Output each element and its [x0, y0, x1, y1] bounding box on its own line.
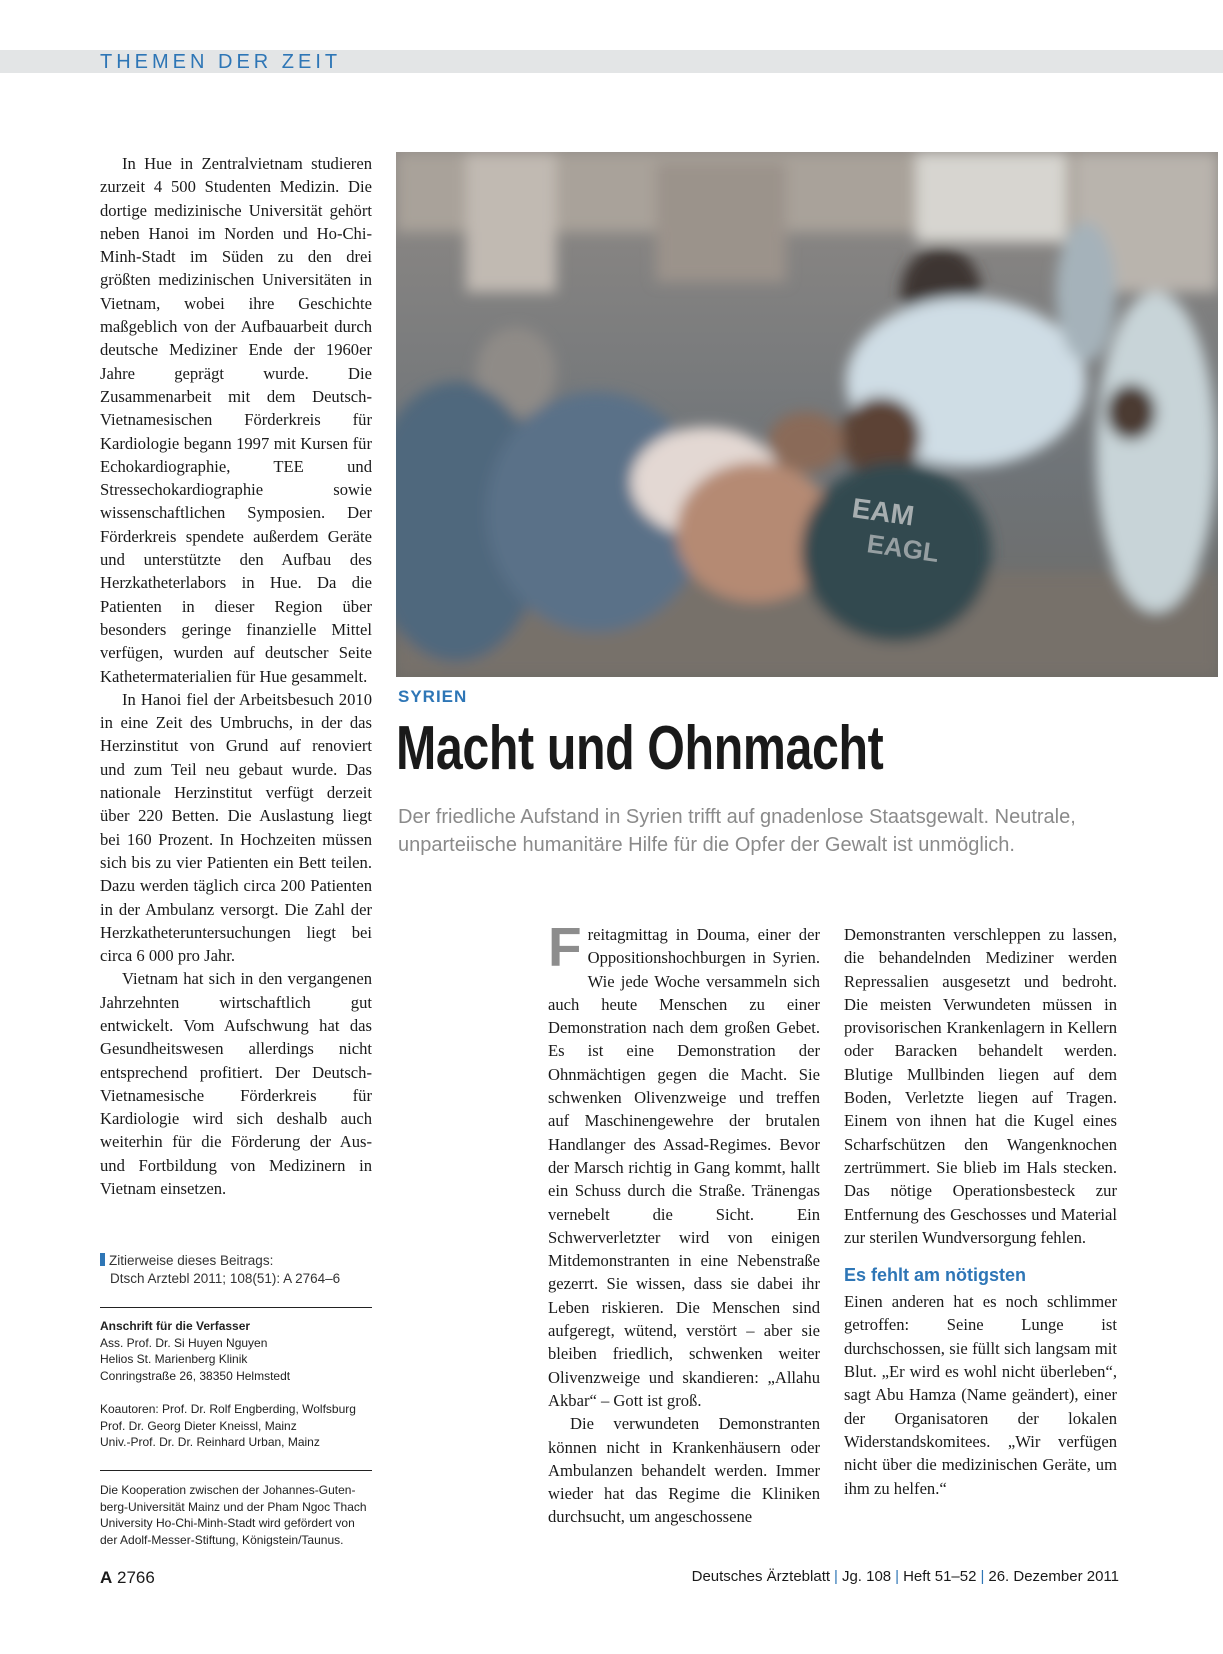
citation [100, 1252, 372, 1288]
coauthor-line: Koautoren: Prof. Dr. Rolf Engberding, Wolfsburg [100, 1402, 356, 1416]
photo-shirt-text-2: EAGL [865, 528, 941, 568]
left-paragraph-3: Vietnam hat sich in den vergangenen Jahrzehnten wirtschaftlich gut entwickelt. Vom Aufschwung hat das Gesundheitswesen allerdings nicht entsprechend profitiert. Der Deutsch-Vietnamesische Förderkreis für Kardiologie wird sich deshalb auch weiterhin für die Förderung der Aus- und Fortbildung von Medizinern in Vietnam einsetzen. [100, 969, 372, 1199]
citation-label: Zitierweise dieses Beitrags: [109, 1253, 274, 1268]
address-line: Helios St. Marienberg Klinik [100, 1352, 248, 1366]
address-title: Anschrift für die Verfasser [100, 1319, 251, 1333]
journal-issue: Heft 51–52 [903, 1568, 977, 1585]
right-column [844, 923, 1117, 1500]
photo-shirt-text-1: EAM [850, 492, 917, 532]
divider-address [100, 1307, 372, 1308]
address-line: Conringstraße 26, 38350 Helmstedt [100, 1368, 291, 1383]
left-column [100, 152, 372, 1200]
photo-illustration [396, 152, 1218, 677]
citation-marker [100, 1253, 105, 1266]
journal-name: Deutsches Ärzteblatt [691, 1568, 831, 1585]
cooperation-note [100, 1482, 376, 1548]
cooperation-line: der Adolf-Messer-Stiftung, Königstein/Taunus. [100, 1532, 344, 1547]
citation-value: Dtsch Arztebl 2011; 108(51): A 2764–6 [110, 1271, 341, 1286]
article-paragraph-2-continued: Demonstranten verschleppen zu lassen, die behandelnden Mediziner werden Repressalien ausgesetzt und bedroht. Die meisten Verwundeten müssen in provisorischen Krankenlagern in Kellern oder Baracken behandelt werden. Blutige Mullbinden liegen auf dem Boden, Verletzte liegen auf Tragen. Einem von ihnen hat die Kugel eines Scharfschützen den Wangenknochen zertrümmert. Sie blieb im Hals stecken. Das nötige Operationsbesteck zur Entfernung des Geschosses und Material zur sterilen Wundversorgung fehlen. [844, 925, 1117, 1247]
journal-footer: Deutsches Ärzteblatt | Jg. 108 | Heft 51–52 | 26. Dezember 2011 [691, 1568, 1119, 1585]
article-paragraph-1: Freitagmittag in Douma, einer der Oppositionshochburgen in Syrien. Wie jede Woche versammeln sich auch heute Menschen zu einer Demonstration nach dem großen Gebet. Es ist eine Demonstration der Ohnmächtigen gegen die Macht. Sie schwenken Olivenzweige und treffen auf Maschinengewehre der brutalen Handlanger des Assad-Regimes. Bevor der Marsch richtig in Gang kommt, hallt ein Schuss durch die Straße. Tränengas vernebelt die Sicht. Ein Schwerverletzter wird von einigen Mitdemonstranten in eine Nebenstraße gezerrt. Sie wissen, dass sie dabei ihr Leben riskieren. Die Menschen sind aufgeregt, wütend, verstört – aber sie bleiben friedlich, schwenken weiter Olivenzweige und skandieren: „Allahu Akbar“ – Gott ist groß. [548, 916, 820, 1410]
cooperation-line: berg-Universität Mainz und der Pham Ngoc Thach [100, 1499, 367, 1514]
address-line: Ass. Prof. Dr. Si Huyen Nguyen [100, 1335, 268, 1350]
journal-date: 26. Dezember 2011 [988, 1568, 1119, 1585]
journal-volume: Jg. 108 [841, 1568, 892, 1585]
article-paragraph-2: Die verwundeten Demonstranten können nicht in Krankenhäusern oder Ambulanzen behandelt werden. Immer wieder hat das Regime die Kliniken durchsucht, um angeschossene [548, 1414, 820, 1527]
article-paragraph-3: Einen anderen hat es noch schlimmer getroffen: Seine Lunge ist durchschossen, sie füllt sich langsam mit Blut. „Er wird es wohl nicht überleben“, sagt Abu Hamza (Name geändert), einer der Organisatoren der lokalen Widerstandskomitees. „Wir verfügen nicht über die medizinischen Geräte, um ihm zu helfen.“ [844, 1292, 1117, 1498]
drop-cap: F [548, 916, 582, 978]
cooperation-line: Die Kooperation zwischen der Johannes-Guten- [100, 1483, 356, 1497]
section-header-bar [0, 50, 1223, 73]
page-number: A 2766 [100, 1568, 155, 1587]
coauthor-line: Prof. Dr. Georg Dieter Kneissl, Mainz [100, 1418, 297, 1433]
article-standfirst: Der friedliche Aufstand in Syrien trifft auf gnadenlose Staatsgewalt. Neutrale, unparteiische humanitäre Hilfe für die Opfer der Gewalt ist unmöglich. [398, 806, 1076, 856]
coauthor-line: Univ.-Prof. Dr. Dr. Reinhard Urban, Mainz [100, 1435, 320, 1449]
divider-cooperation [100, 1470, 372, 1471]
article-subhead: Es fehlt am nötigsten [844, 1265, 1027, 1286]
article-headline: Macht und Ohnmacht [396, 714, 884, 783]
article-photo [396, 152, 1218, 677]
left-paragraph-2: In Hanoi fiel der Arbeitsbesuch 2010 in eine Zeit des Umbruchs, in der das Herzinstitut von Grund auf renoviert und zum Teil neu gebaut wurde. Das nationale Herzinstitut verfügt derzeit über 220 Betten. Die Auslastung liegt bei 160 Prozent. In Hochzeiten müssen sich bis zu vier Patienten ein Bett teilen. Dazu werden täglich circa 200 Patienten in der Ambulanz versorgt. Die Zahl der Herzkatheteruntersuchungen liegt bei circa 6 000 pro Jahr. [100, 689, 372, 966]
article-kicker: SYRIEN [398, 687, 468, 706]
left-paragraph-1: In Hue in Zentralvietnam studieren zurzeit 4 500 Studenten Medizin. Die dortige medizinische Universität gehört neben Hanoi im Norden und Ho-Chi-Minh-Stadt im Süden zu den drei größten medizinischen Universitäten in Vietnam, wobei ihre Geschichte maßgeblich von der Aufbauarbeit durch deutsche Mediziner Ende der 1960er Jahre geprägt wurde. Die Zusammenarbeit mit dem Deutsch-Vietnamesischen Förderkreis für Kardiologie begann 1997 mit Kursen für Echokardiographie, TEE und Stressechokardiographie sowie wissenschaftlichen Symposien. Der Förderkreis spendete außerdem Geräte und unterstützte den Aufbau des Herzkatheterlabors in Hue. Da die Patienten in dieser Region über besonders geringe finanzielle Mittel verfügen, wurden auf deutscher Seite Kathetermaterialien für Hue gesammelt. [100, 154, 372, 686]
section-title: THEMEN DER ZEIT [100, 51, 342, 73]
author-address [100, 1318, 376, 1451]
middle-column [548, 916, 820, 1529]
cooperation-line: University Ho-Chi-Minh-Stadt wird gefördert von [100, 1516, 355, 1530]
